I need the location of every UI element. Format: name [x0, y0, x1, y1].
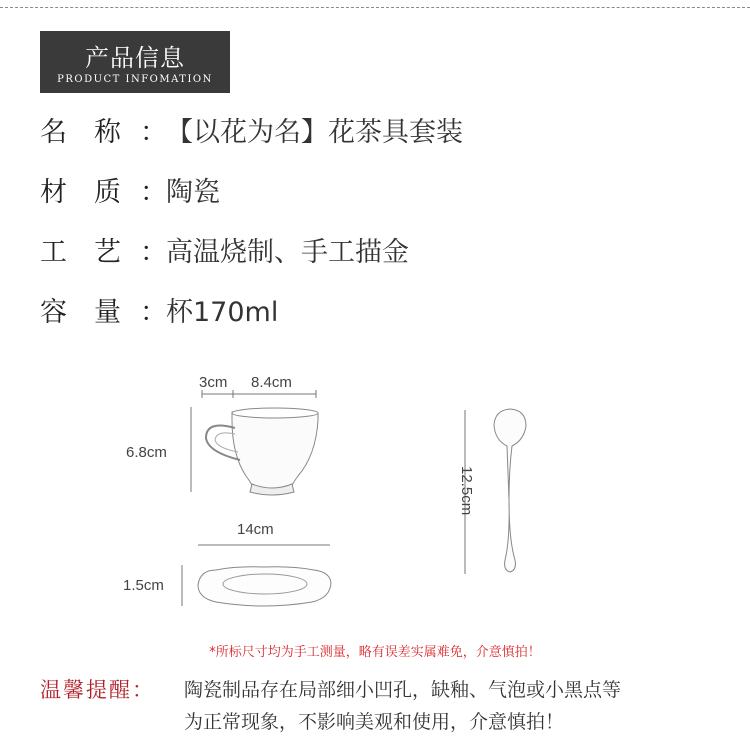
saucer-width-dimension: 14cm [237, 521, 274, 538]
spoon-illustration [494, 409, 526, 572]
measurement-disclaimer: *所标尺寸均为手工测量，略有误差实属难免，介意慎拍！ [209, 645, 541, 660]
tip-label: 温馨提醒： [40, 678, 155, 702]
saucer-illustration [198, 567, 331, 606]
teacup-illustration [206, 408, 318, 495]
spec-label: 容 量 [40, 297, 121, 328]
section-subtitle: PRODUCT INFOMATION [57, 74, 213, 85]
cup-width-dimension: 8.4cm [251, 374, 292, 391]
spec-value: 陶瓷 [166, 177, 220, 208]
spec-colon: ： [140, 177, 167, 208]
cup-height-dimension: 6.8cm [126, 444, 167, 461]
spec-value: 【以花为名】花茶具套装 [166, 117, 463, 148]
section-title: 产品信息 [85, 44, 185, 72]
saucer-height-dimension: 1.5cm [123, 577, 164, 594]
tip-text-line: 为正常现象，不影响美观和使用，介意慎拍！ [184, 711, 565, 733]
spec-label: 材 质 [40, 177, 121, 208]
spec-label: 工 艺 [40, 237, 121, 268]
spec-label: 名 称 [40, 117, 121, 148]
spec-value: 高温烧制、手工描金 [166, 237, 409, 268]
cup-handle-dimension: 3cm [199, 374, 228, 391]
spoon-length-dimension: 12.5cm [458, 466, 475, 516]
spec-colon: ： [140, 117, 167, 148]
spec-colon: ： [140, 297, 167, 328]
spec-colon: ： [140, 237, 167, 268]
tip-text-line: 陶瓷制品存在局部细小凹孔，缺釉、气泡或小黑点等 [184, 679, 622, 701]
spec-value: 杯170ml [166, 297, 279, 328]
